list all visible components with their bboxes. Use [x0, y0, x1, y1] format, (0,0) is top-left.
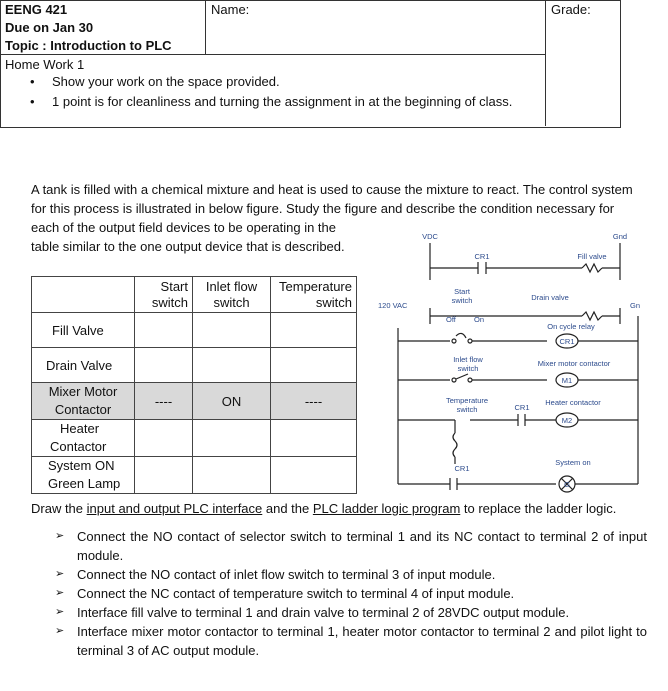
- vdc-label: VDC: [422, 232, 438, 241]
- table-cell[interactable]: [193, 457, 271, 494]
- table-cell[interactable]: [193, 420, 271, 457]
- start-switch-label: switch: [451, 296, 473, 305]
- arrow-bullet-icon: ➢: [55, 568, 65, 580]
- table-cell[interactable]: [193, 313, 271, 348]
- gnd-label: Gnd: [612, 232, 628, 241]
- heater-contactor-label: Heater contactor: [545, 398, 601, 407]
- col-start-switch: Start switch: [135, 277, 193, 313]
- step-item: ➢ Interface fill valve to terminal 1 and drain valve to terminal 2 of 28VDC output module.: [55, 605, 570, 620]
- cr1-contact-label: CR1: [514, 403, 530, 412]
- intro-line: table similar to the one output device that is described.: [31, 239, 345, 254]
- table-cell: ON: [193, 383, 271, 420]
- step-item: ➢ Connect the NC contact of temperature switch to terminal 4 of input module.: [55, 586, 515, 601]
- due-date: Due on Jan 30: [5, 20, 94, 35]
- condition-table: [31, 276, 357, 494]
- fill-valve-label: Fill valve: [577, 252, 607, 261]
- table-cell[interactable]: [271, 313, 357, 348]
- col-inlet-flow: Inlet flow switch: [193, 277, 271, 313]
- cr1-contact-label: CR1: [454, 464, 470, 473]
- row-label: Drain Valve: [32, 348, 135, 383]
- mixer-motor-label: Mixer motor contactor: [537, 359, 611, 368]
- intro-line: A tank is filled with a chemical mixture and heat is used to cause the mixture to react. The control system: [31, 182, 633, 197]
- table-cell[interactable]: [135, 420, 193, 457]
- table-row: [32, 313, 357, 348]
- instruction-item: • 1 point is for cleanliness and turning the assignment in at the beginning of class.: [52, 92, 512, 112]
- table-cell: ----: [135, 383, 193, 420]
- intro-line: for this process is illustrated in below figure. Study the figure and describe the condition necessary for: [31, 201, 615, 216]
- g-lamp-label: G: [564, 480, 570, 489]
- cr1-contact-label: CR1: [474, 252, 490, 261]
- m1-label: M1: [561, 376, 573, 385]
- course-code: EENG 421: [5, 2, 68, 17]
- table-cell[interactable]: [271, 457, 357, 494]
- drain-valve-label: Drain valve: [531, 293, 569, 302]
- table-cell: ----: [271, 383, 357, 420]
- col-temperature: Temperature switch: [271, 277, 357, 313]
- table-cell[interactable]: [135, 313, 193, 348]
- name-label: Name:: [211, 2, 250, 17]
- homework-title: Home Work 1: [5, 57, 85, 72]
- table-row: [32, 348, 357, 383]
- step-item: ➢ Interface mixer motor contactor to terminal 1, heater motor contactor to terminal 2 and pilot light to terminal 3 of AC output module.: [55, 624, 647, 658]
- off-label: Off: [446, 315, 456, 324]
- arrow-bullet-icon: ➢: [55, 606, 65, 618]
- inlet-flow-label: Inlet flow: [453, 355, 483, 364]
- grade-label: Grade:: [551, 2, 591, 17]
- temperature-label: Temperature: [445, 396, 489, 405]
- ladder-diagram: [370, 228, 660, 498]
- table-row: [32, 457, 357, 494]
- temperature-label: switch: [456, 405, 478, 414]
- system-on-label: System on: [555, 458, 591, 467]
- table-cell[interactable]: [135, 348, 193, 383]
- instruction-item: • Show your work on the space provided.: [52, 72, 512, 92]
- row-label: Heater Contactor: [32, 420, 135, 457]
- draw-instruction: Draw the input and output PLC interface and the PLC ladder logic program to replace the ladder logic.: [31, 501, 617, 516]
- intro-line: each of the output field devices to be operating in the: [31, 220, 336, 235]
- start-switch-label: Start: [454, 287, 470, 296]
- m2-label: M2: [561, 416, 573, 425]
- inlet-flow-label: switch: [457, 364, 479, 373]
- topic: Topic : Introduction to PLC: [5, 38, 172, 53]
- on-cycle-relay-label: On cycle relay: [547, 322, 595, 331]
- table-header-row: [32, 277, 357, 313]
- on-label: On: [474, 315, 485, 324]
- step-item: ➢ Connect the NO contact of inlet flow switch to terminal 3 of input module.: [55, 567, 496, 582]
- step-item: ➢ Connect the NO contact of selector switch to terminal 1 and its NC contact to terminal 2 of input module.: [55, 529, 647, 563]
- gnd-label-ac: Gn: [630, 301, 641, 310]
- table-cell[interactable]: [271, 420, 357, 457]
- table-cell[interactable]: [271, 348, 357, 383]
- arrow-bullet-icon: ➢: [55, 625, 65, 637]
- arrow-bullet-icon: ➢: [55, 587, 65, 599]
- steps-list: [55, 527, 647, 660]
- row-label: Mixer Motor Contactor: [32, 383, 135, 420]
- table-row: [32, 420, 357, 457]
- vac-label: 120 VAC: [378, 301, 408, 310]
- instructions-list: [52, 72, 512, 112]
- row-label: Fill Valve: [32, 313, 135, 348]
- table-cell[interactable]: [193, 348, 271, 383]
- assignment-header: [0, 0, 621, 128]
- cr1-coil-label: CR1: [559, 337, 575, 346]
- row-label: System ON Green Lamp: [32, 457, 135, 494]
- arrow-bullet-icon: ➢: [55, 530, 65, 542]
- link-io-interface: input and output PLC interface: [86, 501, 263, 516]
- table-row: [32, 383, 357, 420]
- table-cell[interactable]: [135, 457, 193, 494]
- link-ladder-program: PLC ladder logic program: [312, 501, 461, 516]
